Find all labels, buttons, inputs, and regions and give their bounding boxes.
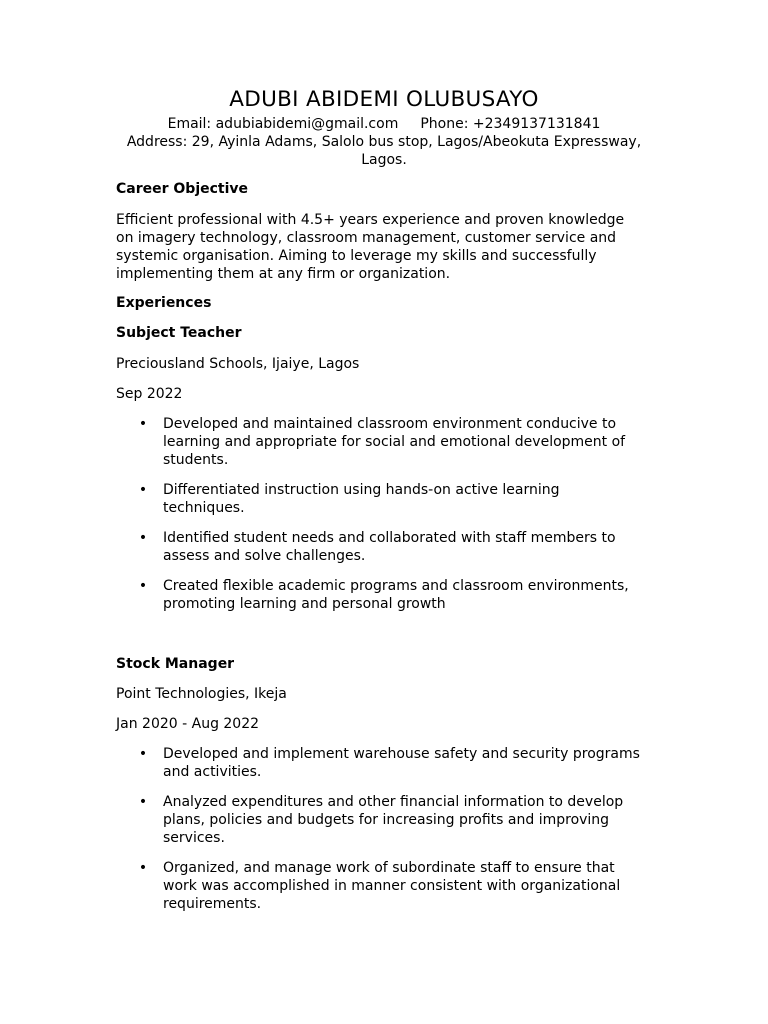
job-company: Preciousland Schools, Ijaiye, Lagos [116, 356, 360, 372]
objective-line: systemic organisation. Aiming to leverage my skills and successfully [116, 248, 597, 264]
bullet-point: • [138, 416, 148, 432]
bullet-line: students. [163, 452, 229, 468]
experiences-heading: Experiences [116, 295, 212, 311]
job-dates: Jan 2020 - Aug 2022 [116, 716, 260, 732]
bullet-point: • [138, 530, 148, 546]
bullet-line: Differentiated instruction using hands-on active learning [163, 482, 560, 498]
bullet-line: requirements. [163, 896, 262, 912]
job-title: Subject Teacher [116, 325, 242, 341]
bullet-line: learning and appropriate for social and emotional development of [163, 434, 626, 450]
bullet-line: Created flexible academic programs and classroom environments, [163, 578, 629, 594]
candidate-name: ADUBI ABIDEMI OLUBUSAYO [229, 87, 539, 112]
career-objective-heading: Career Objective [116, 181, 249, 197]
objective-line: Efficient professional with 4.5+ years experience and proven knowledge [116, 212, 625, 228]
bullet-line: Analyzed expenditures and other financial information to develop [163, 794, 624, 810]
bullet-line: work was accomplished in manner consistent with organizational [163, 878, 621, 894]
career-objective-text [116, 211, 656, 283]
bullet-line: and activities. [163, 764, 262, 780]
bullet-line: promoting learning and personal growth [163, 596, 446, 612]
bullet-point: • [138, 746, 148, 762]
objective-line: implementing them at any firm or organization. [116, 266, 451, 282]
email-text: Email: adubiabidemi@gmail.com [167, 116, 399, 132]
bullet-line: Organized, and manage work of subordinate staff to ensure that [163, 860, 615, 876]
bullet-line: assess and solve challenges. [163, 548, 366, 564]
bullet-line: Identified student needs and collaborated with staff members to [163, 530, 616, 546]
job-dates: Sep 2022 [116, 386, 183, 402]
bullet-line: Developed and implement warehouse safety and security programs [163, 746, 640, 762]
phone-text: Phone: +2349137131841 [420, 116, 601, 132]
job-company: Point Technologies, Ikeja [116, 686, 287, 702]
bullet-line: services. [163, 830, 225, 846]
bullet-point: • [138, 794, 148, 810]
contact-line [0, 115, 768, 133]
bullet-line: techniques. [163, 500, 245, 516]
address-line: Address: 29, Ayinla Adams, Salolo bus stop, Lagos/Abeokuta Expressway, [126, 134, 642, 150]
bullet-point: • [138, 860, 148, 876]
bullet-line: plans, policies and budgets for increasing profits and improving [163, 812, 610, 828]
address-line: Lagos. [361, 152, 407, 168]
address [0, 133, 768, 169]
bullet-line: Developed and maintained classroom environment conducive to [163, 416, 617, 432]
objective-line: on imagery technology, classroom management, customer service and [116, 230, 617, 246]
bullet-point: • [138, 482, 148, 498]
bullet-point: • [138, 578, 148, 594]
job-title: Stock Manager [116, 656, 235, 672]
